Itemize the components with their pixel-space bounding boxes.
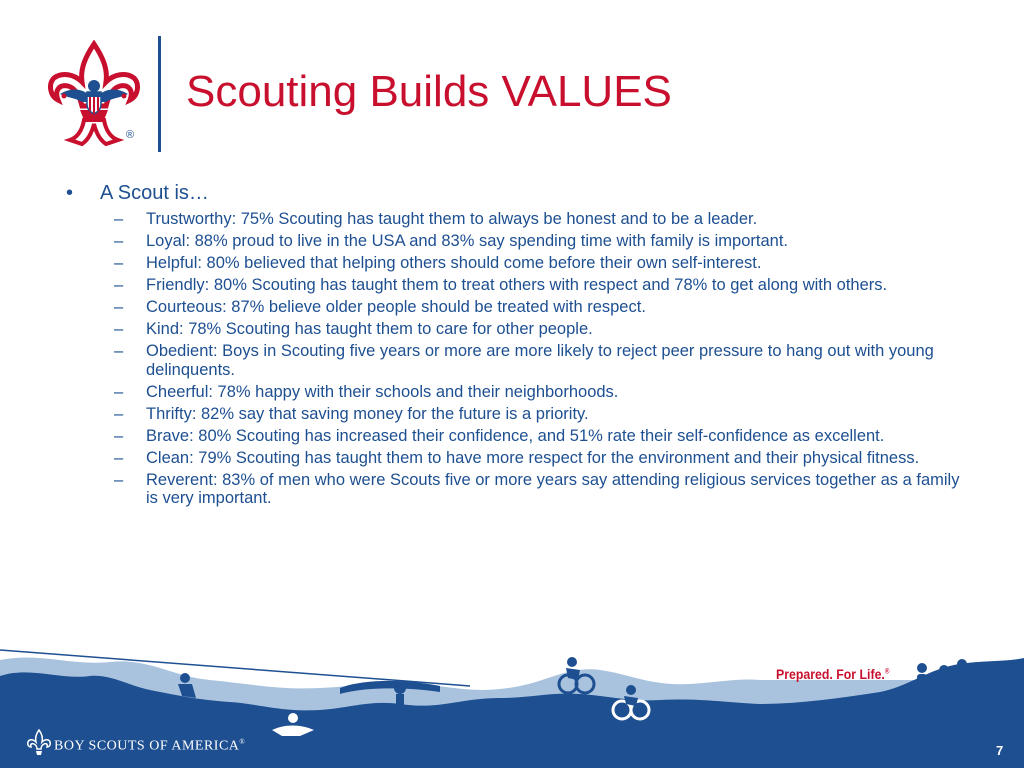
slide-content bbox=[66, 180, 966, 511]
page-title: Scouting Builds VALUES bbox=[186, 67, 672, 116]
organization-name: BOY SCOUTS OF AMERICA® bbox=[54, 738, 246, 754]
page-number: 7 bbox=[996, 743, 1004, 758]
list-item: – Reverent: 83% of men who were Scouts five or more years say attending religious services together as a family is very important. bbox=[114, 470, 960, 507]
header-divider bbox=[158, 36, 161, 152]
lead-bullet bbox=[66, 180, 966, 206]
list-item: – Cheerful: 78% happy with their schools and their neighborhoods. bbox=[114, 382, 619, 401]
scout-law-list bbox=[66, 210, 966, 508]
fleur-de-lis-eagle-icon bbox=[46, 40, 142, 150]
lead-text: A Scout is… bbox=[100, 182, 209, 204]
list-item: – Brave: 80% Scouting has increased their confidence, and 51% rate their self-confidence as excellent. bbox=[114, 426, 885, 445]
bullet-marker: • bbox=[66, 182, 74, 204]
tagline: Prepared. For Life.® bbox=[776, 666, 890, 682]
list-item: – Clean: 79% Scouting has taught them to have more respect for the environment and their physical fitness. bbox=[114, 448, 920, 467]
list-item: – Obedient: Boys in Scouting five years or more are more likely to reject peer pressure to hang out with young delinquents. bbox=[114, 342, 934, 379]
list-item: – Trustworthy: 75% Scouting has taught them to always be honest and to be a leader. bbox=[114, 210, 758, 228]
list-item: – Friendly: 80% Scouting has taught them to treat others with respect and 78% to get along with others. bbox=[114, 276, 888, 294]
list-item: – Thrifty: 82% say that saving money for the future is a priority. bbox=[114, 404, 589, 423]
fleur-de-lis-icon bbox=[26, 728, 52, 758]
registered-mark: ® bbox=[126, 129, 135, 141]
list-item: – Courteous: 87% believe older people should be treated with respect. bbox=[114, 298, 646, 316]
list-item: – Helpful: 80% believed that helping others should come before their own self-interest. bbox=[114, 254, 762, 272]
list-item: – Loyal: 88% proud to live in the USA and 83% say spending time with family is important. bbox=[114, 232, 789, 250]
list-item: – Kind: 78% Scouting has taught them to care for other people. bbox=[114, 320, 593, 338]
